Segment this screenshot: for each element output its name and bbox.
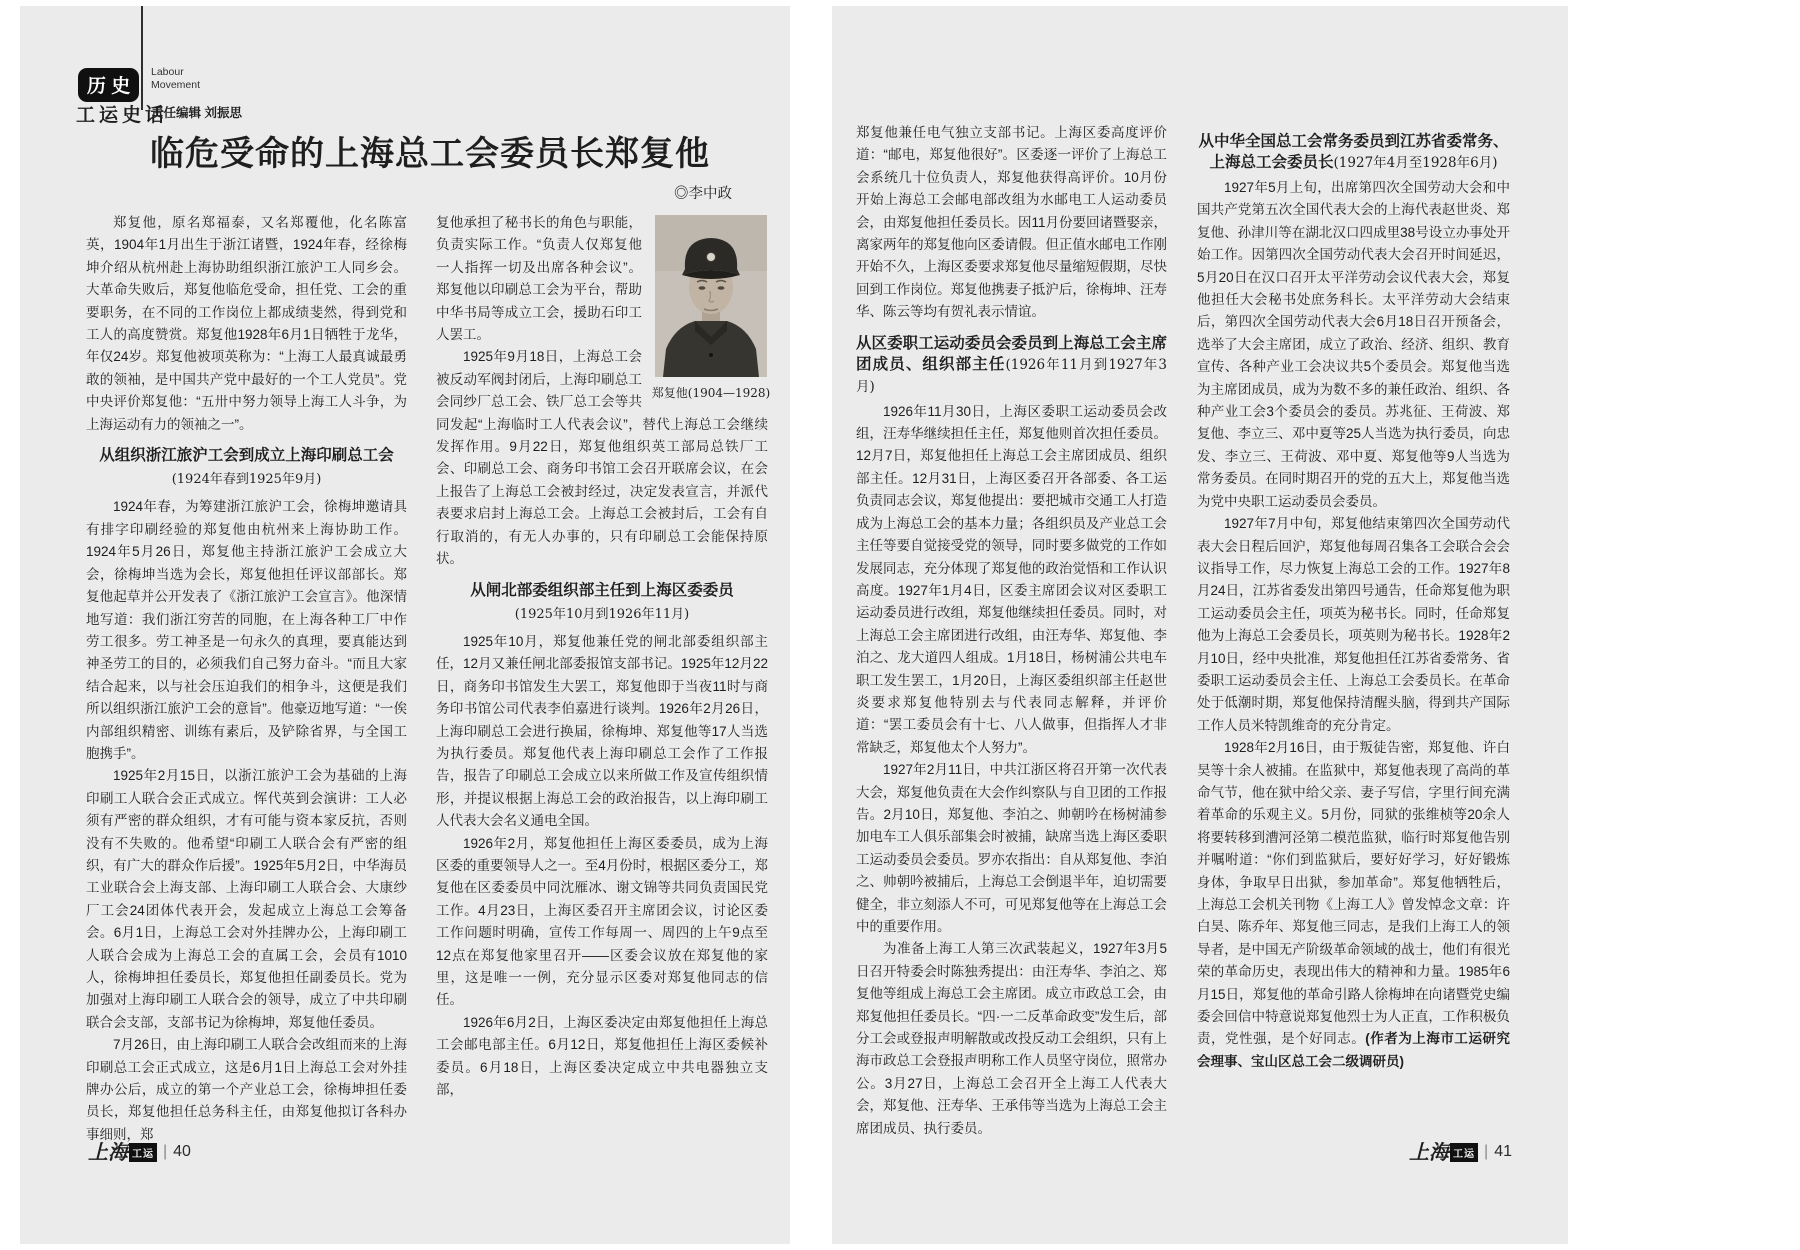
page-footer-left bbox=[88, 1142, 191, 1162]
paragraph: 1926年2月，郑复他担任上海区委委员，成为上海区委的重要领导人之一。至4月份时，根据区委分工，郑复他在区委委员中同沈雁冰、谢文锦等共同负责国民党工作。4月23日，上海区委召开主席团会议，讨论区委工作问题时明确，宣传工作每周一、周四的上午9点至12点在郑复他家里召开——区委会议放在郑复他的家里，这是唯一一例，充分显示区委对郑复他同志的信任。 bbox=[436, 835, 768, 1008]
article-column-3 bbox=[856, 122, 1167, 1140]
paragraph: 1925年9月18日，上海总工会被反动军阀封闭后，上海印刷总工会同纱厂总工会、铁厂总工会等共同发起“上海临时工人代表会议”，替代上海总工会继续发挥作用。9月22日，郑复他组织英工部局总铁厂工会、印刷总工会、商务印书馆工会召开联席会议，在会上报告了上海总工会被封经过，决定发表宣言，并派代表要求启封上海总工会。上海总工会被封后，工会有自行取消的，有无人办事的，只有印刷总工会能保持原状。 bbox=[436, 349, 768, 567]
magazine-logo bbox=[1409, 1142, 1478, 1162]
logo-gongyun-box: 工运 bbox=[129, 1143, 157, 1162]
paragraph: 1925年2月15日，以浙江旅沪工会为基础的上海印刷工人联合会正式成立。恽代英到会演讲：工人必须有严密的群众组织，才有可能与资本家反抗，否则没有不失败的。他希望“印刷工人联合会有严密的组织，有广大的群众作后援”。1925年5月2日，中华海员工业联合会上海支部、上海印刷工人联合会、大康纱厂工会24团体代表开会，发起成立上海总工会筹备会。6月1日，上海总工会对外挂牌办公，上海印刷工人联合会成为上海总工会的直属工会，会员有1010人，徐梅坤担任委员长，郑复他担任副委员长。党为加强对上海印刷工人联合会的领导，成立了中共印刷联合会支部，支部书记为徐梅坤，郑复他任委员。 bbox=[86, 768, 407, 1030]
paragraph: 复他承担了秘书长的角色与职能，负责实际工作。“负责人仅郑复他一人指挥一切及出席各种会议”。郑复他以印刷总工会为平台，帮助中华书局等成立工会，援助石印工人罢工。 bbox=[436, 215, 642, 343]
section-heading: 从区委职工运动委员会委员到上海总工会主席团成员、组织部主任(1926年11月到1927年3月) bbox=[856, 334, 1167, 395]
masthead-badge: 历 史 bbox=[78, 68, 139, 102]
section-dateline: (1925年10月到1926年11月) bbox=[514, 606, 690, 622]
section-heading: 从中华全国总工会常务委员到江苏省委常务、上海总工会委员长(1927年4月至1928年6月) bbox=[1198, 133, 1509, 171]
article-title: 临危受命的上海总工会委员长郑复他 bbox=[150, 135, 710, 173]
paragraph: 郑复他，原名郑福泰，又名郑覆他，化名陈富英，1904年1月出生于浙江诸暨，1924年春，经徐梅坤介绍从杭州赴上海协助组织浙江旅沪工人同乡会。大革命失败后，郑复他临危受命，担任党、工会的重要职务，在不同的工作岗位上都成绩斐然，得到党和工人的高度赞赏。郑复他1928年6月1日牺牲于龙华，年仅24岁。郑复他被项英称为：“上海工人最真诚最勇敢的领袖，是中国共产党中最好的一个工人党员”。党中央评价郑复他：“五卅中努力领导上海工人斗争，为上海运动有力的领袖之一”。 bbox=[86, 215, 407, 432]
footer-separator: | bbox=[163, 1143, 168, 1160]
paragraph: 1926年11月30日，上海区委职工运动委员会改组，汪寿华继续担任主任，郑复他则首次担任委员。12月7日，郑复他担任上海总工会主席团成员、组织部主任。12月31日，上海区委召开各部委、各工运负责同志会议，郑复他提出：要把城市交通工人打造成为上海总工会的基本力量；各组织员及产业总工会主任等要自觉接受党的领导，同时要多做党的工作如发展同志，充分体现了郑复他的政治觉悟和工作认识高度。1927年1月4日，区委主席团会议对区委职工运动委员进行改组，郑复他继续担任委员。同时，对上海总工会主席团进行改组，由汪寿华、郑复他、李泊之、龙大道四人组成。1月18日，杨树浦公共电车职工发生罢工，1月20日，上海区委组织部主任赵世炎要求郑复他特别去与代表同志解释，并评价道：“罢工委员会有十七、八人做事，但指挥人才非常缺乏，郑复他太个人努力”。 bbox=[856, 403, 1167, 755]
page-footer-right bbox=[1409, 1142, 1512, 1162]
paragraph: 1928年2月16日，由于叛徒告密，郑复他、许白昊等十余人被捕。在监狱中，郑复他表现了高尚的革命气节，他在狱中给父亲、妻子写信，字里行间充满着革命的乐观主义。5月份，同狱的张维桢等20余人将要转移到漕河泾第二模范监狱，临行时郑复他告别并嘱咐道：“你们到监狱后，要好好学习，好好锻炼身体，争取早日出狱，参加革命”。郑复他牺牲后，上海总工会机关刊物《上海工人》曾发悼念文章：许白昊、陈乔年、郑复他三同志，是我们上海工人的领导者，是中国无产阶级革命领域的战士，他们有很光荣的革命历史，表现出伟大的精神和力量。1985年6月15日，郑复他的革命引路人徐梅坤在向诸暨党史编委会回信中特意说郑复他烈士为人正直，工作积极负责，党性强，是个好同志。(作者为上海市工运研究会理事、宝山区总工会二级调研员) bbox=[1197, 740, 1511, 1069]
section-heading: 从组织浙江旅沪工会到成立上海印刷总工会 bbox=[99, 447, 394, 465]
article-column-2 bbox=[436, 212, 771, 1101]
paragraph: 1927年2月11日，中共江浙区将召开第一次代表大会，郑复他负责在大会作纠察队与自卫团的工作报告。2月10日，郑复他、李泊之、帅朝吟在杨树浦参加电车工人俱乐部集会时被捕，缺席当选上海区委职工运动委员会委员。罗亦农指出：自从郑复他、李泊之、帅朝吟被捕后，上海总工会倒退半年，迫切需要健全，非立刻添人不可，可见郑复他等在上海总工会中的重要作用。 bbox=[856, 762, 1167, 934]
masthead-english-line2: Movement bbox=[151, 79, 201, 91]
paragraph: 7月26日，由上海印刷工人联合会改组而来的上海印刷总工会正式成立，这是6月1日上海总工会对外挂牌办公后，成立的第一个产业总工会，徐梅坤担任委员长，郑复他担任总务科主任，由郑复他拟订各科办事细则，郑 bbox=[86, 1037, 407, 1142]
magazine-page-right bbox=[832, 6, 1568, 1244]
photo-caption: 郑复他(1904—1928) bbox=[651, 386, 771, 400]
logo-gongyun-box: 工运 bbox=[1450, 1143, 1478, 1162]
page-number: 41 bbox=[1494, 1143, 1512, 1160]
page-number: 40 bbox=[173, 1143, 191, 1160]
footer-separator: | bbox=[1484, 1143, 1489, 1160]
logo-shanghai-characters: 上海 bbox=[1409, 1140, 1450, 1164]
section-heading: 从闸北部委组织部主任到上海区委委员 bbox=[470, 581, 734, 599]
article-byline: ◎李中政 bbox=[674, 186, 732, 202]
paragraph: 1927年7月中旬，郑复他结束第四次全国劳动代表大会日程后回沪，郑复他每周召集各工会联合会会议指导工作，尽力恢复上海总工会的工作。1927年8月24日，江苏省委发出第四号通告，任命郑复他为职工运动委员会主任，项英为秘书长。同时，任命郑复他为上海总工会委员长，项英则为秘书长。1928年2月10日，经中央批准，郑复他担任江苏省委常务、省委职工运动委员会主任、上海总工会委员长。在革命处于低潮时期，郑复他保持清醒头脑，得到共产国际工作人员米特凯维奇的充分肯定。 bbox=[1197, 516, 1510, 733]
paragraph: 1927年5月上旬，出席第四次全国劳动大会和中国共产党第五次全国代表大会的上海代表赵世炎、郑复他、孙津川等在湖北汉口四成里38号设立办事处开始工作。因第四次全国劳动代表大会召开时间延迟，5月20日在汉口召开太平洋劳动会议代表大会，郑复他担任大会秘书处庶务科长。太平洋劳动大会结束后，第四次全国劳动代表大会6月18日召开预备会，选举了大会主席团，成立了政治、经济、组织、教育宣传、各种产业工会决议共5个委员会。郑复他当选为主席团成员，成为为数不多的兼任政治、组织、各种产业工会3个委员会的委员。苏兆征、王荷波、郑复他、李立三、邓中夏等25人当选为执行委员，向忠发、李立三、王荷波、邓中夏、郑复他等9人当选为常务委员。在同时期召开的党的五大上，郑复他当选为党中央职工运动委员会委员。 bbox=[1197, 180, 1510, 509]
article-column-1 bbox=[86, 212, 407, 1146]
magazine-logo bbox=[88, 1142, 157, 1162]
masthead-divider-line bbox=[141, 6, 143, 110]
author-note: (作者为上海市工运研究会理事、宝山区总工会二级调研员) bbox=[1197, 1031, 1511, 1069]
article-column-4 bbox=[1197, 122, 1510, 1073]
masthead-english-line1: Labour bbox=[151, 66, 184, 78]
portrait-photo bbox=[655, 215, 767, 377]
logo-shanghai-characters: 上海 bbox=[88, 1140, 128, 1164]
heading-date-range: (1927年4月至1928年6月) bbox=[1333, 155, 1498, 171]
portrait-figure bbox=[651, 215, 771, 404]
masthead-editor-credit: 责任编辑 刘振思 bbox=[151, 106, 242, 120]
masthead-series-title: 工运史话 bbox=[76, 104, 169, 126]
heading-date-range: (1926年11月到1927年3月) bbox=[856, 356, 1167, 395]
paragraph: 为准备上海工人第三次武装起义，1927年3月5日召开特委会时陈独秀提出：由汪寿华、李泊之、郑复他等组成上海总工会主席团。成立市政总工会，由郑复他担任委员长。“四·一二反革命政变”发生后，部分工会或登报声明解散或改投反动工会组织，只有上海市政总工会登报声明称工作人员坚守岗位，照常办公。3月27日，上海总工会召开全上海工人代表大会，郑复他、汪寿华、王承伟等当选为上海总工会主席团成员、执行委员。 bbox=[856, 941, 1167, 1136]
paragraph: 1925年10月，郑复他兼任党的闸北部委组织部主任，12月又兼任闸北部委报馆支部书记。1925年12月22日，商务印书馆发生大罢工，郑复他即于当夜11时与商务印书馆公司代表李伯嘉进行谈判。1926年2月26日，上海印刷总工会进行换届，徐梅坤、郑复他等17人当选为执行委员。郑复他代表上海印刷总工会作了工作报告，报告了印刷总工会成立以来所做工作及宣传组织情形，并提议根据上海总工会的政治报告，以上海印刷工人代表大会名义通电全国。 bbox=[436, 633, 768, 829]
masthead-english-label bbox=[151, 66, 200, 92]
paragraph: 1926年6月2日，上海区委决定由郑复他担任上海总工会邮电部主任。6月12日，郑复他担任上海区委候补委员。6月18日，上海区委决定成立中共电器独立支部， bbox=[436, 1014, 768, 1098]
magazine-page-left bbox=[20, 6, 790, 1244]
paragraph: 郑复他兼任电气独立支部书记。上海区委高度评价道：“邮电，郑复他很好”。区委逐一评价了上海总工会系统几十位负责人，郑复他获得高评价。10月份开始上海总工会邮电部改组为水邮电工人运动委员会，由郑复他担任委员长。因11月份要回诸暨娶亲，离家两年的郑复他向区委请假。但正值水邮电工作刚开始不久，上海区委要求郑复他尽量缩短假期，尽快回到工作岗位。郑复他携妻子抵沪后，徐梅坤、汪寿华、陈云等均有贺礼表示情谊。 bbox=[856, 125, 1168, 320]
paragraph: 1924年春，为筹建浙江旅沪工会，徐梅坤邀请具有排字印刷经验的郑复他由杭州来上海协助工作。1924年5月26日，郑复他主持浙江旅沪工会成立大会，徐梅坤当选为会长，郑复他担任评议部部长。郑复他起草并公开发表了《浙江旅沪工会宣言》。他深情地写道：我们浙江穷苦的同胞，在上海各种工厂中作劳工很多。劳工神圣是一句永久的真理，要真能达到神圣劳工的目的，必须我们自己努力奋斗。“而且大家结合起来，以与社会压迫我们的相争斗，这便是我们所以组织浙江旅沪工会的意旨”。他豪迈地写道：“一俟内部组织精密、训练有素后，及铲除省界，与全国工胞携手”。 bbox=[86, 499, 407, 761]
section-dateline: (1924年春到1925年9月) bbox=[171, 472, 322, 488]
